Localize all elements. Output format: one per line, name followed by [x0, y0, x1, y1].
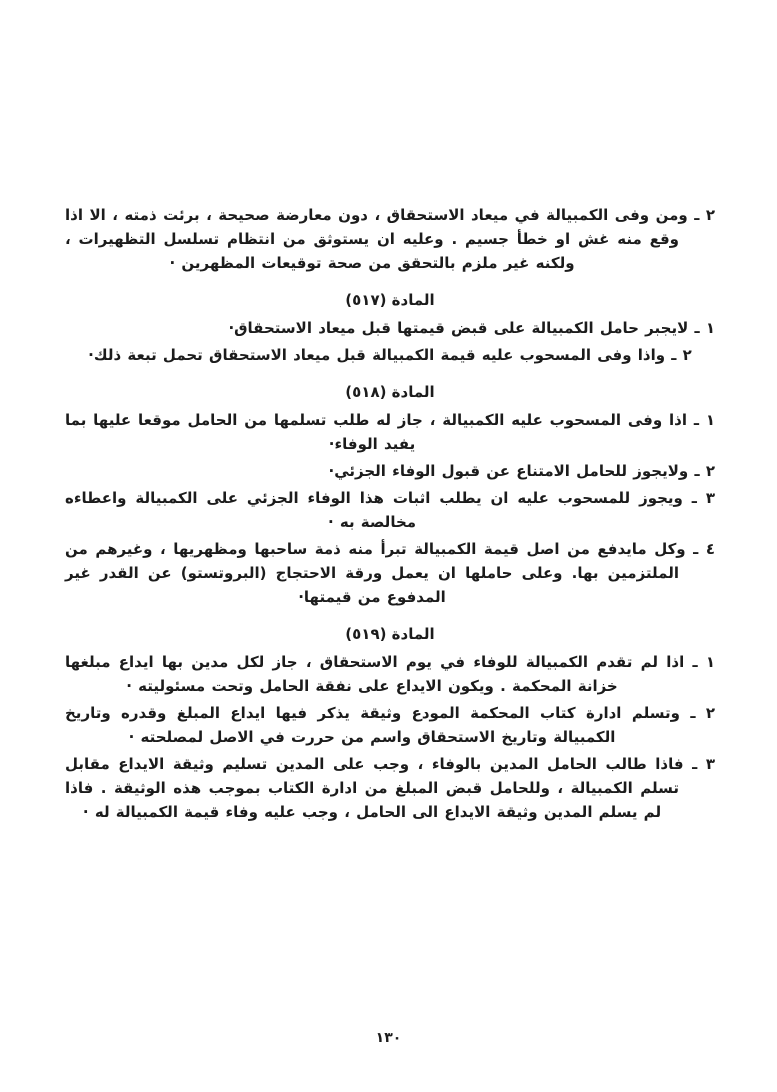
- clause-text: ومن وفى الكمبيالة في ميعاد الاستحقاق ، دون معارضة صحيحة ، برئت ذمته ، الا اذا وقع منه غش او خطأ جسيم . وعليه ان يستوثق من انتظام تسلسل التظهيرات ، ولكنه غير ملزم بالتحقق من صحة توقيعات المظهرين ·: [65, 206, 688, 272]
- clause-number: ٢ ـ: [690, 704, 715, 722]
- page-number: ١٣٠: [375, 1030, 402, 1046]
- clause-text: وكل مايدفع من اصل قيمة الكمبيالة تبرأ منه ذمة ساحبها ومظهريها ، وغيرهم من الملتزمين بها. وعلى حاملها ان يعمل ورقة الاحتجاج (البروتستو) عن القدر غير المدفوع من قيمتها·: [65, 540, 686, 606]
- clause-text: ولايجوز للحامل الامتناع عن قبول الوفاء الجزئي·: [328, 462, 689, 480]
- clause-number: ١ ـ: [693, 411, 715, 429]
- clause-text: فاذا طالب الحامل المدين بالوفاء ، وجب على المدين تسليم وثيقة الايداع مقابل تسلم الكمبيالة ، وللحامل قبض المبلغ من ادارة الكتاب بموجب هذه الوثيقة . فاذا لم يسلم المدين وثيقة الايداع الى الحامل ، وجب عليه وفاء قيمة الكمبيالة له ·: [65, 755, 684, 821]
- clause-text: اذا لم تقدم الكمبيالة للوفاء في يوم الاستحقاق ، جاز لكل مدين بها ايداع مبلغها خزانة المحكمة . ويكون الايداع على نفقة الحامل وتحت مسئوليته ·: [65, 653, 685, 695]
- clause-text: واذا وفى المسحوب عليه قيمة الكمبيالة قبل ميعاد الاستحقاق تحمل تبعة ذلك·: [88, 346, 666, 364]
- clause-number: ٣ ـ: [691, 489, 715, 507]
- clause-number: ٢ ـ: [694, 462, 715, 480]
- article-517: [65, 288, 715, 367]
- continuation-clause-block: [65, 203, 715, 275]
- article-519: [65, 622, 715, 824]
- clause-text: لايجبر حامل الكمبيالة على قبض قيمتها قبل ميعاد الاستحقاق·: [228, 319, 689, 337]
- clause: [65, 752, 715, 824]
- clause-number: ٤ ـ: [693, 540, 715, 558]
- clause: [65, 650, 715, 698]
- article-518: [65, 380, 715, 609]
- clause-number: ١ ـ: [694, 319, 715, 337]
- article-heading: المادة (٥١٨): [345, 383, 435, 401]
- clause: [65, 316, 715, 340]
- article-heading: المادة (٥١٩): [345, 625, 435, 643]
- clause-text: وتسلم ادارة كتاب المحكمة المودع وثيقة يذكر فيها ايداع المبلغ وقدره وتاريخ الكمبيالة وتاريخ الاستحقاق واسم من حررت في الاصل لمصلحته ·: [65, 704, 680, 746]
- clause: [65, 343, 715, 367]
- clause: [65, 203, 715, 275]
- clause: [65, 459, 715, 483]
- text-column: [65, 203, 715, 827]
- clause: [65, 701, 715, 749]
- article-heading: المادة (٥١٧): [345, 291, 435, 309]
- clause-text: اذا وفى المسحوب عليه الكمبيالة ، جاز له طلب تسلمها من الحامل موقعا عليها بما يفيد الوفاء·: [65, 411, 688, 453]
- clause: [65, 408, 715, 456]
- clause-number: ٢ ـ: [671, 346, 692, 364]
- clause: [65, 486, 715, 534]
- clause-text: ويجوز للمسحوب عليه ان يطلب اثبات هذا الوفاء الجزئي على الكمبيالة واعطاءه مخالصة به ·: [65, 489, 683, 531]
- clause-number: ١ ـ: [692, 653, 715, 671]
- clause: [65, 537, 715, 609]
- clause-number: ٣ ـ: [692, 755, 715, 773]
- clause-number: ٢ ـ: [694, 206, 715, 224]
